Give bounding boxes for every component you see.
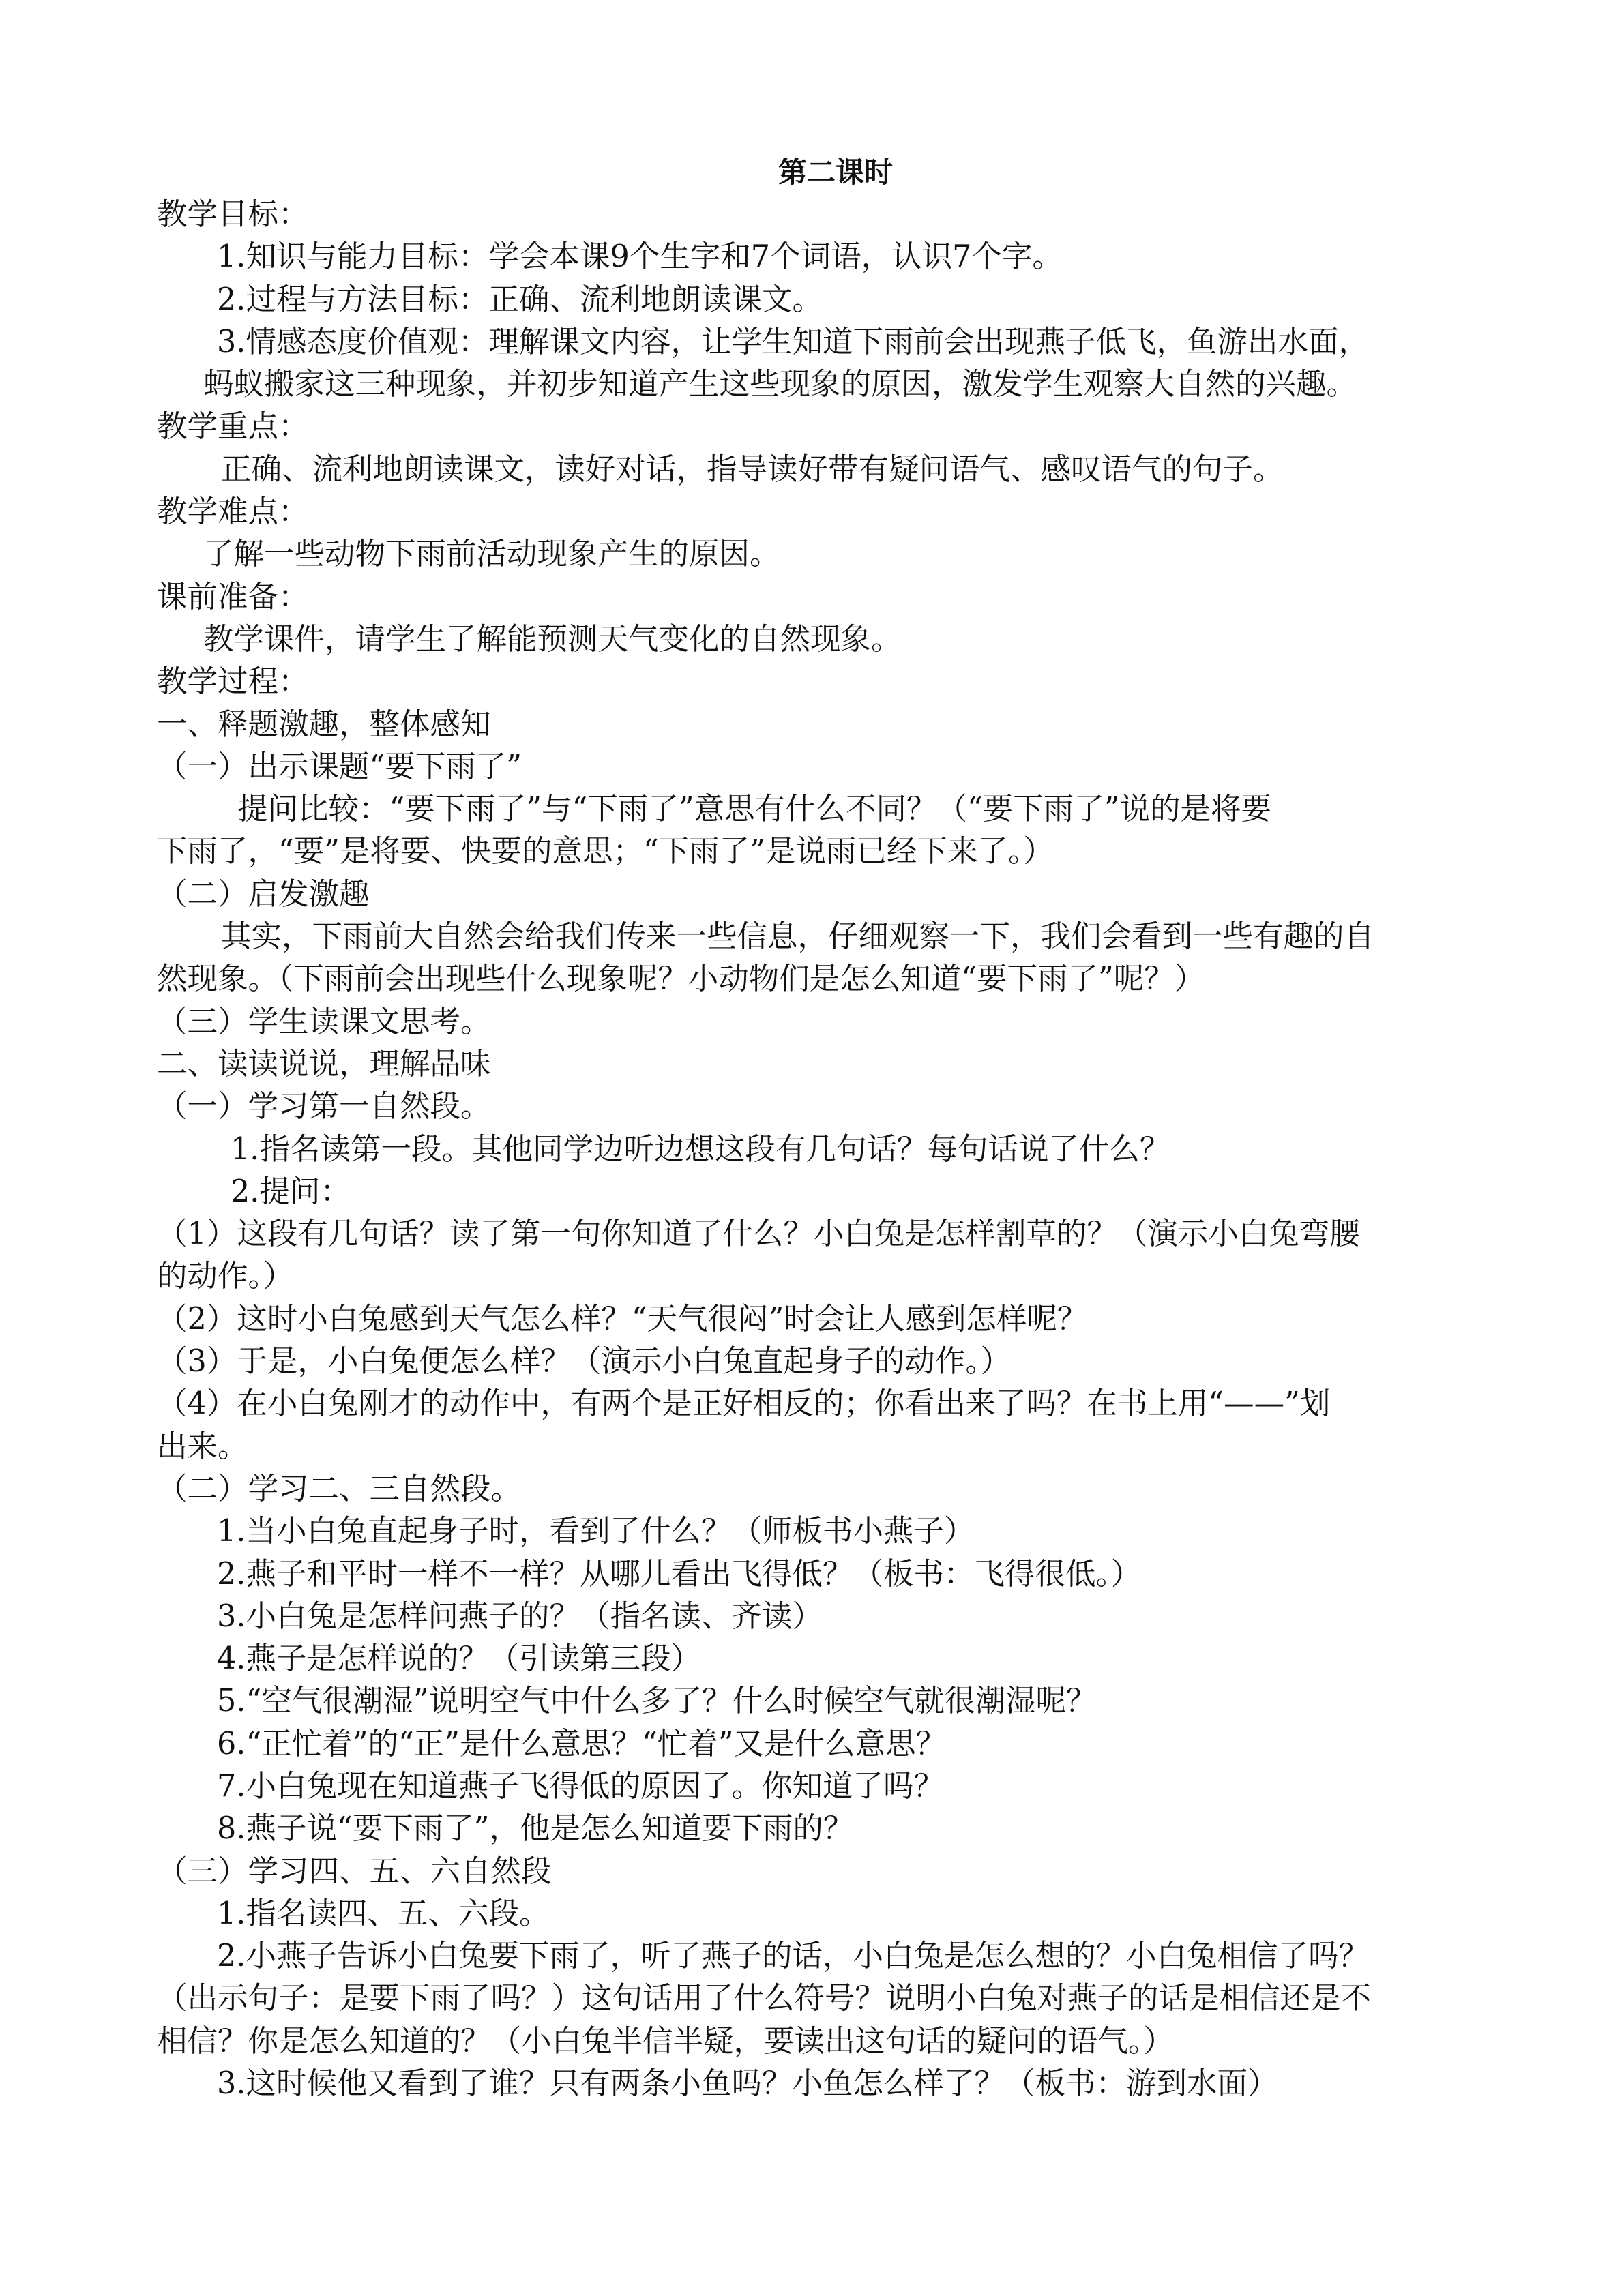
text-line: （出示句子：是要下雨了吗？）这句话用了什么符号？说明小白兔对燕子的话是相信还是不	[157, 1981, 1372, 2016]
text-line: 3.情感态度价值观：理解课文内容，让学生知道下雨前会出现燕子低飞，鱼游出水面，	[217, 324, 1369, 359]
text-line: 2.过程与方法目标：正确、流利地朗读课文。	[217, 282, 823, 317]
text-line: （1）这段有几句话？读了第一句你知道了什么？小白兔是怎样割草的？（演示小白兔弯腰	[157, 1217, 1360, 1252]
text-line: 教学重点：	[157, 409, 309, 445]
text-line: 4.燕子是怎样说的？（引读第三段）	[217, 1641, 701, 1677]
text-line: （4）在小白兔刚才的动作中，有两个是正好相反的；你看出来了吗？在书上用“——”划	[157, 1386, 1331, 1422]
text-line: 然现象。（下雨前会出现些什么现象呢？小动物们是怎么知道“要下雨了”呢？）	[157, 961, 1205, 997]
text-line: 一、释题激趣，整体感知	[157, 706, 491, 742]
text-line: 5.“空气很潮湿”说明空气中什么多了？什么时候空气就很潮湿呢？	[217, 1684, 1097, 1719]
text-line: （3）于是，小白兔便怎么样？（演示小白兔直起身子的动作。）	[157, 1344, 1012, 1380]
text-line: 提问比较：“要下雨了”与“下雨了”意思有什么不同？（“要下雨了”说的是将要	[237, 792, 1272, 827]
text-line: 其实，下雨前大自然会给我们传来一些信息，仔细观察一下，我们会看到一些有趣的自	[221, 919, 1375, 955]
text-line: 1.指名读四、五、六段。	[217, 1896, 550, 1931]
text-line: 1.指名读第一段。其他同学边听边想这段有几句话？每句话说了什么？	[231, 1131, 1170, 1167]
text-line: 教学课件，请学生了解能预测天气变化的自然现象。	[203, 621, 902, 657]
text-line: 1.当小白兔直起身子时，看到了什么？（师板书小燕子）	[217, 1514, 975, 1549]
text-line: 2.燕子和平时一样不一样？从哪儿看出飞得低？（板书：飞得很低。）	[217, 1556, 1142, 1592]
document-body	[157, 151, 1473, 2105]
text-line: （二）学习二、三自然段。	[157, 1471, 522, 1506]
page-title: 第二课时	[778, 155, 893, 189]
lesson-text	[157, 194, 1473, 2105]
text-line: 1.知识与能力目标：学会本课9个生字和7个词语，认识7个字。	[217, 239, 1063, 275]
text-line: 二、读读说说，理解品味	[157, 1046, 491, 1082]
text-line: 相信？你是怎么知道的？（小白兔半信半疑，要读出这句话的疑问的语气。）	[157, 2023, 1174, 2059]
text-line: （三）学习四、五、六自然段	[157, 1853, 552, 1889]
text-line: 3.这时候他又看到了谁？只有两条小鱼吗？小鱼怎么样了？（板书：游到水面）	[217, 2066, 1278, 2102]
text-line: 8.燕子说“要下雨了”，他是怎么知道要下雨的？	[217, 1811, 854, 1847]
text-line: 教学过程：	[157, 664, 309, 700]
text-line: （二）启发激趣	[157, 876, 370, 912]
text-line: 下雨了，“要”是将要、快要的意思；“下雨了”是说雨已经下来了。）	[157, 834, 1054, 869]
text-line: 的动作。）	[157, 1259, 294, 1294]
text-line: （2）这时小白兔感到天气怎么样？“天气很闷”时会让人感到怎样呢？	[157, 1301, 1088, 1337]
text-line: （三）学生读课文思考。	[157, 1004, 491, 1039]
text-line: 出来。	[157, 1429, 248, 1464]
text-line: 课前准备：	[157, 579, 309, 614]
text-line: 教学难点：	[157, 494, 309, 530]
text-line: 7.小白兔现在知道燕子飞得低的原因了。你知道了吗？	[217, 1768, 944, 1804]
text-line: 2.小燕子告诉小白兔要下雨了，听了燕子的话，小白兔是怎么想的？小白兔相信了吗？	[217, 1939, 1369, 1974]
text-line: （一）出示课题“要下雨了”	[157, 749, 522, 784]
text-line: 3.小白兔是怎样问燕子的？（指名读、齐读）	[217, 1598, 823, 1634]
text-line: 6.“正忙着”的“正”是什么意思？“忙着”又是什么意思？	[217, 1726, 946, 1761]
text-line: 正确、流利地朗读课文，读好对话，指导读好带有疑问语气、感叹语气的句子。	[221, 451, 1284, 487]
text-line: 2.提问：	[231, 1174, 351, 1209]
text-line: 了解一些动物下雨前活动现象产生的原因。	[203, 537, 780, 572]
text-line: 蚂蚁搬家这三种现象，并初步知道产生这些现象的原因，激发学生观察大自然的兴趣。	[203, 367, 1357, 402]
text-line: （一）学习第一自然段。	[157, 1089, 491, 1124]
text-line: 教学目标：	[157, 197, 309, 232]
